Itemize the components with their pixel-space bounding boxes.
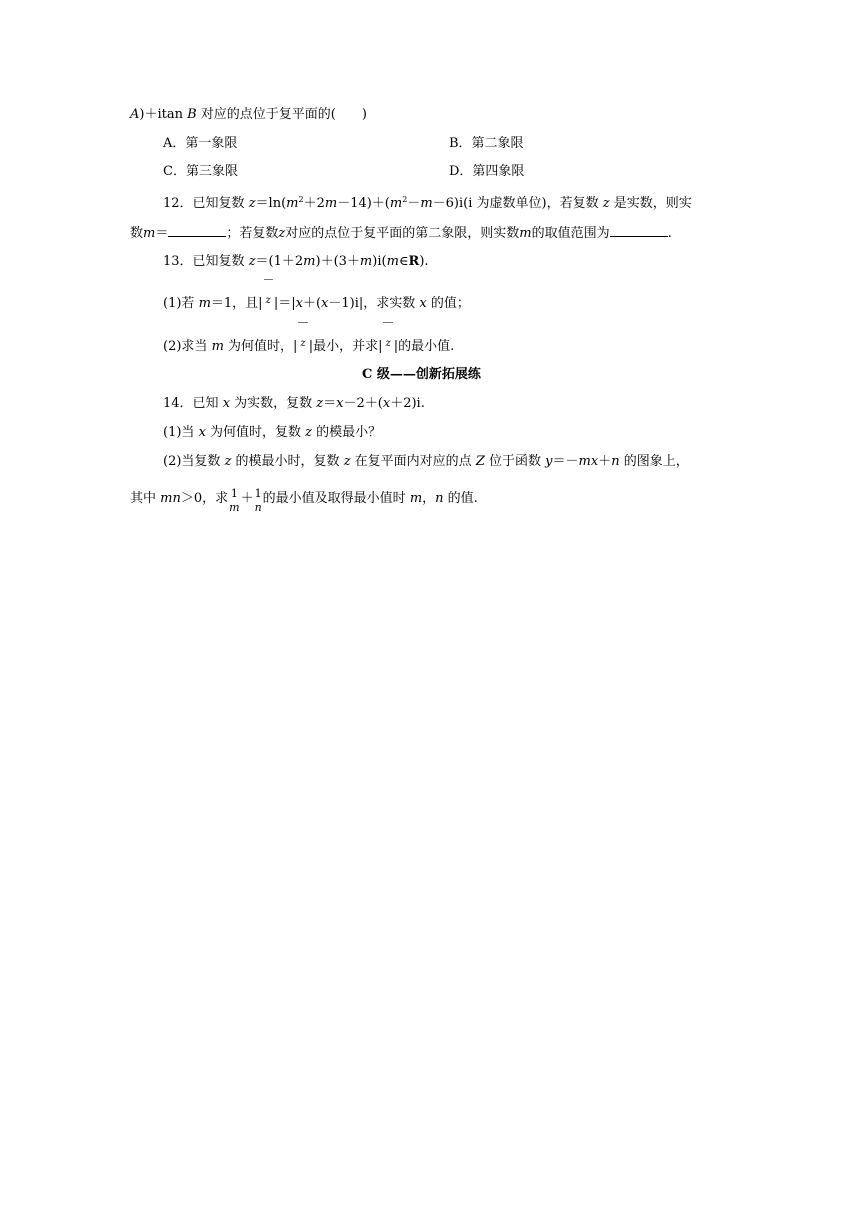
text-run: x — [321, 296, 329, 311]
text-run: mx — [578, 454, 599, 469]
text-run: ＋2)i. — [390, 396, 425, 411]
text-run: x — [198, 425, 206, 440]
text-run: n — [435, 491, 444, 506]
q12-line-1 — [163, 195, 692, 213]
q14-stem — [163, 395, 425, 413]
text-run: 位于函数 — [484, 454, 546, 469]
text-run: 12．已知复数 — [163, 196, 249, 211]
text-run: ＋2 — [303, 196, 325, 211]
text-run: |＝| — [273, 296, 296, 311]
text-run: z — [224, 454, 232, 469]
text-run: n — [254, 500, 262, 514]
text-run: ＝ — [323, 396, 337, 411]
section-c-heading: C 级——创新拓展练 — [362, 367, 481, 382]
text-run: ＞0，求 — [180, 491, 229, 506]
text-run: －14)＋( — [337, 196, 390, 211]
text-run: |最小，并求| — [308, 339, 383, 354]
text-run: m — [286, 196, 299, 211]
text-run: m — [409, 491, 423, 506]
text-run: )＋(3＋ — [315, 254, 360, 269]
text-run: 的图象上， — [619, 454, 689, 469]
text-run: 为何值时，复数 — [205, 425, 306, 440]
answer-blank-1[interactable] — [168, 224, 226, 237]
text-run: y — [545, 454, 553, 469]
text-run: z — [248, 196, 256, 211]
text-run: ＝1，且| — [210, 296, 263, 311]
text-run: m — [324, 196, 338, 211]
text-run: ＝ — [155, 226, 169, 241]
q11-option-c: C．第三象限 — [163, 164, 238, 179]
text-run: z — [278, 226, 286, 241]
text-run: m — [420, 196, 433, 211]
text-run: 1 — [230, 486, 238, 500]
text-run: R — [408, 254, 420, 269]
text-run: mn — [160, 491, 181, 506]
text-run: . — [667, 226, 672, 241]
text-run: 的取值范围为 — [531, 226, 610, 241]
text-run: 为何值时，| — [223, 339, 298, 354]
text-run: x — [295, 296, 303, 311]
text-run: 数 — [130, 226, 144, 241]
text-run: m — [519, 226, 532, 241]
text-run: ， — [422, 491, 436, 506]
text-run: 对应的点位于复平面的第二象限，则实数 — [285, 226, 520, 241]
text-run: B — [187, 107, 197, 122]
text-run: (1)若 — [163, 296, 199, 311]
text-run: 的值； — [426, 296, 470, 311]
text-run: ). — [419, 254, 429, 269]
text-run: ∈ — [398, 254, 409, 269]
z-conjugate: z — [297, 335, 308, 353]
fraction-1-over-n — [255, 488, 262, 514]
q14-part-2-line-2 — [130, 484, 478, 514]
text-run: x — [336, 396, 344, 411]
text-run: z — [343, 454, 351, 469]
text-run: m — [389, 196, 403, 211]
text-run: ＝－ — [552, 454, 579, 469]
q11-stem-tail — [130, 106, 367, 124]
text-run: －1)i|，求实数 — [328, 296, 420, 311]
q13-stem — [163, 253, 429, 271]
text-run: )i( — [372, 254, 387, 269]
text-run: )＋itan — [139, 107, 188, 122]
text-run: (2)求当 — [163, 339, 212, 354]
text-run: 的值. — [443, 491, 478, 506]
fraction-1-over-m — [229, 488, 239, 514]
text-run: 2 — [402, 195, 408, 204]
text-run: 2 — [298, 195, 304, 204]
text-run: (1)当 — [163, 425, 199, 440]
text-run: ＋ — [598, 454, 612, 469]
text-run: ＋ — [240, 491, 254, 506]
text-run: m — [198, 296, 211, 311]
q11-option-a: A．第一象限 — [163, 136, 238, 151]
z-conjugate: z — [382, 335, 393, 353]
text-run: － — [407, 196, 421, 211]
text-run: z — [305, 425, 313, 440]
text-run: 对应的点位于复平面的( ) — [196, 107, 367, 122]
text-run: 的模最小？ — [312, 425, 382, 440]
answer-blank-2[interactable] — [610, 224, 668, 237]
text-run: m — [143, 226, 156, 241]
q12-line-2 — [130, 224, 672, 243]
q14-part-1 — [163, 424, 381, 442]
text-run: ＝ln( — [255, 196, 287, 211]
text-run: x — [419, 296, 427, 311]
text-run: 14．已知 — [163, 396, 223, 411]
text-run: (2)当复数 — [163, 454, 225, 469]
text-run: －6)i(i 为虚数单位)，若复数 — [432, 196, 603, 211]
text-run: ＝(1＋2 — [255, 254, 304, 269]
text-run: 是实数，则实 — [609, 196, 692, 211]
text-run: 13．已知复数 — [163, 254, 249, 269]
text-run: 的模最小时，复数 — [231, 454, 344, 469]
text-run: z — [602, 196, 610, 211]
text-run: 为实数，复数 — [230, 396, 317, 411]
q13-part-2 — [163, 335, 454, 356]
text-run: m — [359, 254, 373, 269]
z-conjugate: z — [263, 292, 274, 310]
text-run: x — [222, 396, 231, 411]
q11-option-b: B．第二象限 — [449, 136, 524, 151]
text-run: 其中 — [130, 491, 161, 506]
text-run: 1 — [254, 486, 262, 500]
text-run: ＋( — [302, 296, 322, 311]
q14-part-2 — [163, 453, 689, 471]
text-run: 的最小值及取得最小值时 — [262, 491, 410, 506]
text-run: m — [386, 254, 399, 269]
text-run: z — [248, 254, 256, 269]
text-run: －2＋( — [343, 396, 383, 411]
text-run: n — [611, 454, 620, 469]
q13-part-1 — [163, 292, 470, 313]
text-run: x — [382, 396, 391, 411]
text-run: m — [211, 339, 224, 354]
text-run: |的最小值. — [393, 339, 455, 354]
text-run: m — [229, 500, 240, 514]
text-run: 在复平面内对应的点 — [350, 454, 476, 469]
text-run: z — [316, 396, 324, 411]
text-run: A — [130, 107, 140, 122]
text-run: Z — [475, 454, 485, 469]
q11-option-d: D．第四象限 — [449, 164, 525, 179]
text-run: ；若复数 — [226, 226, 279, 241]
text-run: m — [303, 254, 316, 269]
